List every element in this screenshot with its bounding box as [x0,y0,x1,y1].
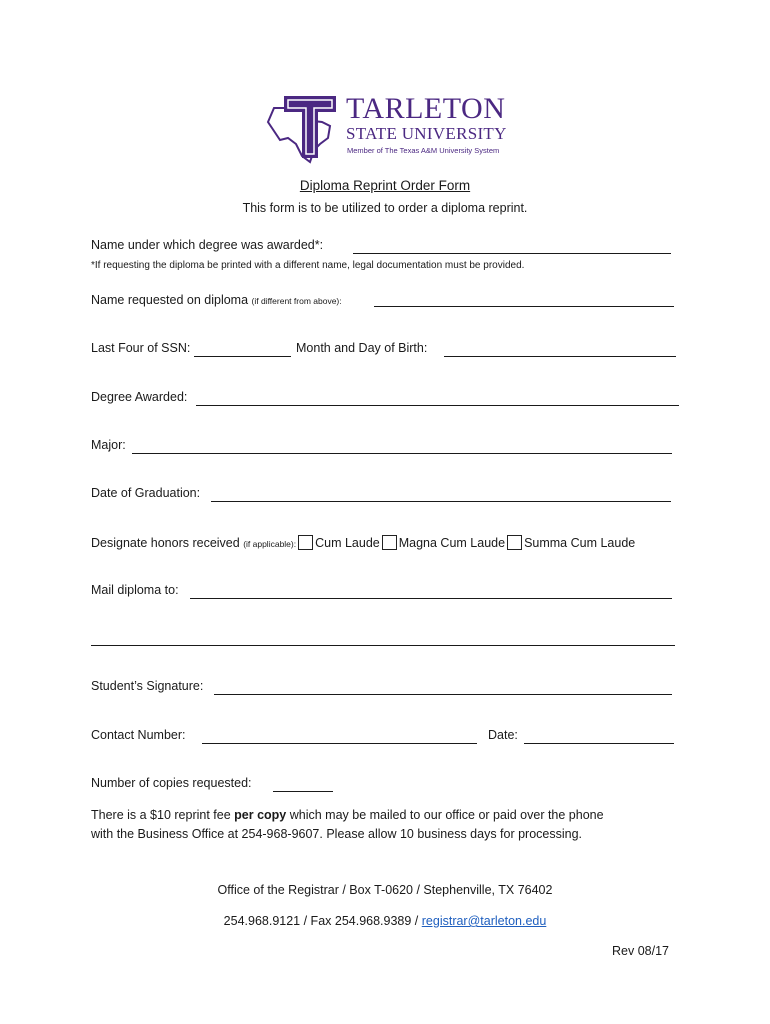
date-label: Date: [488,728,518,742]
ssn-label: Last Four of SSN: [91,341,191,355]
honors-label: Designate honors received [91,536,240,550]
contact-label: Contact Number: [91,728,186,742]
magna-cum-laude-label: Magna Cum Laude [398,536,506,550]
logo-tagline: Member of The Texas A&M University System [347,146,500,155]
copies-field[interactable] [273,791,333,792]
phone-fax: 254.968.9121 / Fax 254.968.9389 / [223,914,422,928]
summa-cum-laude-checkbox[interactable] [507,535,522,550]
birth-field[interactable] [444,356,676,357]
birth-label: Month and Day of Birth: [296,341,428,355]
fee-line2: with the Business Office at 254-968-9607. Please allow 10 business days for processing. [91,827,583,841]
revision: Rev 08/17 [612,944,669,958]
name-requested-hint: (if different from above): [251,296,342,306]
degree-label: Degree Awarded: [91,390,188,404]
major-field[interactable] [132,453,672,454]
date-field[interactable] [524,743,674,744]
fee-bold: per copy [234,808,287,822]
signature-label: Student’s Signature: [91,679,204,693]
ssn-field[interactable] [194,356,291,357]
form-title: Diploma Reprint Order Form [299,178,471,193]
texas-t-emblem [264,92,348,164]
name-awarded-field[interactable] [353,253,671,254]
degree-field[interactable] [196,405,679,406]
tarleton-logo [264,92,509,164]
graduation-field[interactable] [211,501,671,502]
registrar-email-link[interactable]: registrar@tarleton.edu [421,914,547,928]
logo-name-line1: TARLETON [346,92,506,125]
major-label: Major: [91,438,126,452]
signature-field[interactable] [214,694,672,695]
graduation-label: Date of Graduation: [91,486,201,500]
cum-laude-label: Cum Laude [315,536,380,550]
fee-post: which may be mailed to our office or paid over the phone [286,808,604,822]
office-address: Office of the Registrar / Box T-0620 / Stephenville, TX 76402 [217,883,553,897]
honors-hint: (if applicable): [243,539,297,549]
cum-laude-checkbox[interactable] [298,535,313,550]
mail-label: Mail diploma to: [91,583,179,597]
name-requested-label: Name requested on diploma [91,293,249,307]
mail-field-line2[interactable] [91,645,675,646]
fee-line1 [91,808,604,822]
name-note: *If requesting the diploma be printed with a different name, legal documentation must be provided. [91,260,525,271]
form-subtitle: This form is to be utilized to order a diploma reprint. [242,201,528,215]
name-requested-field[interactable] [374,306,674,307]
summa-cum-laude-label: Summa Cum Laude [524,536,636,550]
copies-label: Number of copies requested: [91,776,252,790]
logo-name-line2: STATE UNIVERSITY [346,124,507,143]
name-awarded-label: Name under which degree was awarded*: [91,238,324,252]
fee-pre: There is a $10 reprint fee [91,808,235,822]
magna-cum-laude-checkbox[interactable] [382,535,397,550]
mail-field-line1[interactable] [190,598,672,599]
contact-field[interactable] [202,743,477,744]
